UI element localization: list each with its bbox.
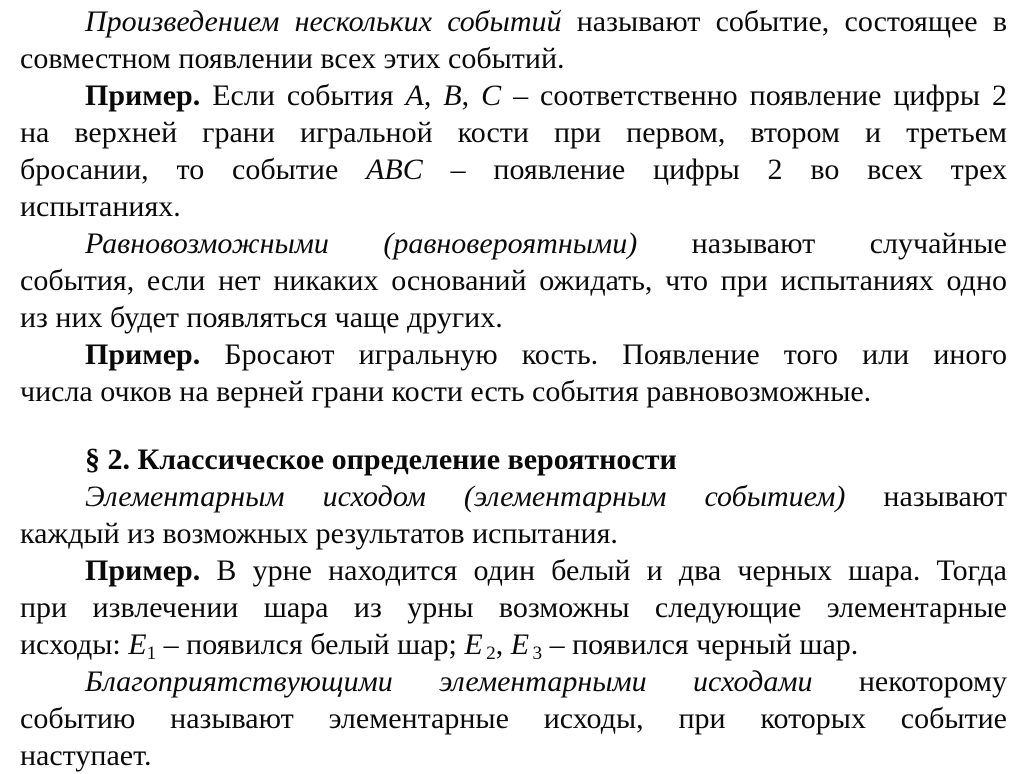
italic-term-run: Элементарным исходом (элементарным событием) <box>85 480 846 513</box>
bold-run: Пример. <box>85 79 201 112</box>
text-run: числа очков на верней грани кости есть события равновозможные. <box>20 375 872 408</box>
text-line <box>20 225 1007 262</box>
text-line <box>20 552 1007 589</box>
text-line <box>20 478 1007 515</box>
text-run: – появился черный шар. <box>542 628 859 661</box>
text-line <box>20 373 1007 410</box>
text-line <box>20 77 1007 114</box>
text-run: В урне находится один белый и два черных шара. Тогда <box>200 554 1007 587</box>
text-line <box>20 3 1007 40</box>
text-line <box>20 663 1007 700</box>
text-run: Если события <box>200 79 406 112</box>
italic-term-run: C <box>481 79 502 112</box>
italic-term-run: $E_1$ <box>128 628 157 665</box>
text-run: , <box>495 628 511 661</box>
italic-term-run: ABC <box>366 153 423 186</box>
italic-term-run: E $_2$ <box>464 628 496 665</box>
text-line <box>20 700 1007 737</box>
text-run: на верхней грани игральной кости при первом, втором и третьем <box>20 116 1007 149</box>
text-run: , <box>461 79 482 112</box>
bold-run: § 2. Классическое определение вероятности <box>85 443 677 476</box>
text-run: совместном появлении всех этих событий. <box>20 42 565 75</box>
text-run: называют <box>845 480 1007 513</box>
italic-term-run: A <box>405 79 424 112</box>
section-heading <box>20 441 1007 478</box>
text-line <box>20 299 1007 336</box>
subscript: 3 <box>532 643 543 665</box>
text-run: наступает. <box>20 739 152 772</box>
text-run: из них будет появляться чаще других. <box>20 301 503 334</box>
text-run: – соответственно появление цифры 2 <box>501 79 1008 112</box>
text-line <box>20 626 1007 663</box>
text-run: , <box>423 79 444 112</box>
text-line <box>20 336 1007 373</box>
text-run: событию называют элементарные исходы, при которых событие <box>20 702 1007 735</box>
text-run: исходы: <box>20 628 129 661</box>
text-line <box>20 515 1007 552</box>
text-line <box>20 188 1007 225</box>
text-line <box>20 40 1007 77</box>
text-run: события, если нет никаких оснований ожидать, что при испытаниях одно <box>20 264 1007 297</box>
text-line <box>20 114 1007 151</box>
bold-run: Пример. <box>85 338 201 371</box>
italic-term-run: Произведением нескольких событий <box>85 5 562 38</box>
italic-term-run: Благоприятствующими элементарными исходами <box>85 665 813 698</box>
text-run: Бросают игральную кость. Появление того или иного <box>200 338 1007 371</box>
italic-term-run: E $_3$ <box>510 628 543 665</box>
subscript: 1 <box>146 643 157 665</box>
text-run: испытаниях. <box>20 190 181 223</box>
bold-run: Пример. <box>85 554 201 587</box>
italic-term-run: B <box>443 79 462 112</box>
text-run: бросании, то событие <box>20 153 367 186</box>
text-line <box>20 737 1007 774</box>
text-run: каждый из возможных результатов испытания. <box>20 517 618 550</box>
text-run: называют событие, состоящее в <box>561 5 1007 38</box>
text-run: – появился белый шар; <box>156 628 465 661</box>
text-line <box>20 589 1007 626</box>
text-line <box>20 262 1007 299</box>
text-run: некоторому <box>812 665 1008 698</box>
text-run: называют случайные <box>637 227 1007 260</box>
italic-term-run: Равновозможными (равновероятными) <box>85 227 638 260</box>
text-run: при извлечении шара из урны возможны следующие элементарные <box>20 591 1007 624</box>
text-line <box>20 151 1007 188</box>
subscript: 2 <box>486 643 496 665</box>
text-run: – появление цифры 2 во всех трех <box>422 153 1007 186</box>
